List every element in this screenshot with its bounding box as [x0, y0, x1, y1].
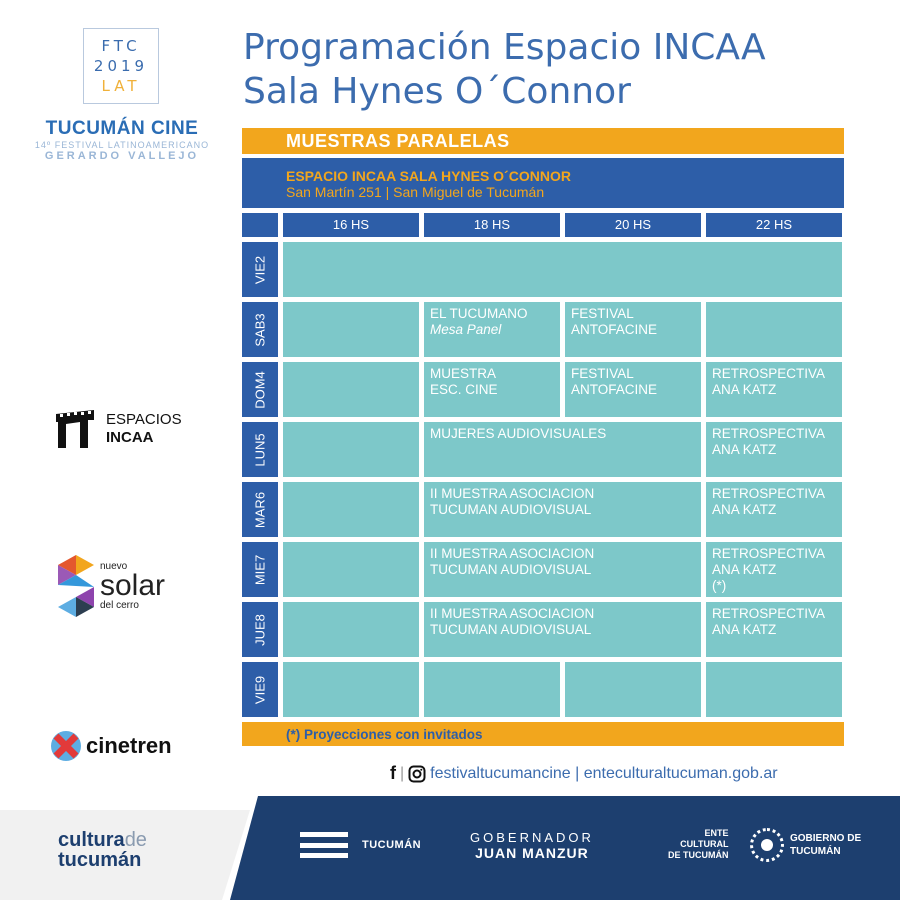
schedule-cell [424, 662, 560, 717]
social-links: f | festivaltucumancine | enteculturaltucuman.gob.ar [390, 763, 778, 783]
festival-honoree: GERARDO VALLEJO [44, 150, 200, 162]
time-header: 22 HS [706, 213, 842, 237]
event-title: RETROSPECTIVA [712, 486, 826, 501]
event-title: II MUESTRA ASOCIACION [430, 606, 595, 621]
solar-nuevo: nuevo [100, 561, 128, 572]
day-label-text: VIE9 [252, 675, 268, 704]
day-label-text: LUN5 [252, 432, 268, 467]
cinetren-label: cinetren [86, 733, 172, 758]
event-title: ANA KATZ [712, 622, 777, 637]
day-label [242, 422, 278, 477]
time-header: 16 HS [283, 213, 419, 237]
event-title: RETROSPECTIVA [712, 546, 826, 561]
schedule-cell [283, 362, 419, 417]
schedule-cell [283, 242, 842, 297]
event-title: FESTIVAL [571, 366, 634, 381]
schedule-cell [565, 302, 701, 357]
venue-address: San Martín 251 | San Miguel de Tucumán [286, 184, 545, 200]
cultura-tucuman-logo [58, 830, 147, 870]
day-label [242, 242, 278, 297]
solar-s-icon [58, 555, 94, 617]
ente-line3: DE TUCUMÁN [668, 850, 729, 860]
social-text[interactable]: festivaltucumancine | enteculturaltucuman.gob.ar [430, 764, 778, 782]
schedule-cell [283, 602, 419, 657]
schedule-cell [424, 482, 701, 537]
day-label-text: MIE7 [252, 554, 268, 585]
ftc-logo-line2: 2019 [93, 57, 149, 75]
schedule-cell [706, 482, 842, 537]
schedule-cell [424, 542, 701, 597]
schedule-cell [706, 422, 842, 477]
day-label [242, 602, 278, 657]
gobernador-name: JUAN MANZUR [475, 845, 589, 861]
event-title: ANA KATZ [712, 382, 777, 397]
schedule-cell [706, 362, 842, 417]
event-title: TUCUMAN AUDIOVISUAL [430, 622, 592, 637]
espacios-label: ESPACIOS [106, 411, 182, 428]
corner-cell [242, 213, 278, 237]
day-label-text: MAR6 [252, 491, 268, 528]
schedule-cell [283, 422, 419, 477]
schedule-cell [283, 662, 419, 717]
event-title: FESTIVAL [571, 306, 634, 321]
ftc-logo-line1: FTC [101, 37, 141, 55]
event-title: MUJERES AUDIOVISUALES [430, 426, 607, 441]
event-subtitle: Mesa Panel [430, 322, 502, 337]
day-label-text: SAB3 [252, 312, 268, 347]
day-label-text: VIE2 [252, 255, 268, 284]
event-title: ANA KATZ [712, 562, 777, 577]
event-title: ANA KATZ [712, 442, 777, 457]
event-title: EL TUCUMANO [430, 306, 528, 321]
solar-name: solar [100, 569, 166, 602]
incaa-label: INCAA [106, 429, 154, 446]
schedule-cell [424, 422, 701, 477]
cinetren-logo [50, 730, 172, 762]
day-label [242, 482, 278, 537]
footnote: (*) Proyecciones con invitados [242, 722, 844, 746]
gobierno-line1: GOBIERNO DE [790, 833, 862, 844]
event-title: ANTOFACINE [571, 382, 658, 397]
festival-logo [22, 118, 222, 162]
solar-cerro: del cerro [100, 600, 139, 611]
ente-line2: CULTURAL [680, 839, 729, 849]
day-label-text: DOM4 [252, 370, 268, 409]
venue-header [242, 158, 844, 208]
event-note: (*) [712, 578, 727, 593]
event-title: II MUESTRA ASOCIACION [430, 486, 595, 501]
event-title: TUCUMAN AUDIOVISUAL [430, 562, 592, 577]
nuevo-solar-logo [58, 555, 165, 617]
day-label [242, 362, 278, 417]
schedule-cell [283, 302, 419, 357]
schedule-table [242, 128, 844, 746]
schedule-cell [565, 362, 701, 417]
gobernador-label: GOBERNADOR [470, 830, 594, 845]
sun-emblem-icon [750, 828, 784, 862]
gobernador-logo [470, 830, 594, 861]
festival-subtitle: 14º FESTIVAL LATINOAMERICANO [34, 140, 210, 150]
instagram-icon[interactable] [408, 765, 426, 783]
ente-line1: ENTE [704, 828, 729, 838]
event-title: RETROSPECTIVA [712, 366, 826, 381]
event-title: II MUESTRA ASOCIACION [430, 546, 595, 561]
film-strip-icon [52, 408, 98, 450]
gobierno-logo [750, 828, 861, 862]
cultura-de: de [124, 829, 147, 851]
day-label [242, 302, 278, 357]
page-title [243, 26, 766, 114]
title-line2: Sala Hynes O´Connor [243, 71, 631, 112]
schedule-cell [565, 662, 701, 717]
section-header: MUESTRAS PARALELAS [242, 128, 844, 154]
day-label [242, 662, 278, 717]
time-header: 18 HS [424, 213, 560, 237]
flag-stripes-icon [300, 832, 348, 858]
facebook-icon[interactable]: f [390, 763, 396, 783]
tucuman-logo [300, 832, 421, 858]
schedule-cell [424, 362, 560, 417]
day-label-text: JUE8 [252, 613, 268, 646]
event-title: ANTOFACINE [571, 322, 658, 337]
cultura-label: cultura [58, 829, 125, 851]
cinetren-x-icon [50, 730, 82, 762]
cultura-tucuman: tucumán [58, 849, 142, 871]
schedule-cell [706, 302, 842, 357]
venue-name: ESPACIO INCAA SALA HYNES O´CONNOR [286, 168, 571, 184]
event-title: RETROSPECTIVA [712, 606, 826, 621]
tucuman-logo-label: TUCUMÁN [362, 839, 422, 851]
schedule-cell [424, 602, 701, 657]
title-line1: Programación Espacio INCAA [243, 27, 766, 68]
festival-name: TUCUMÁN CINE [45, 118, 199, 139]
schedule-grid [242, 213, 844, 717]
schedule-cell [706, 542, 842, 597]
time-header: 20 HS [565, 213, 701, 237]
schedule-cell [283, 542, 419, 597]
schedule-cell [706, 602, 842, 657]
event-title: MUESTRA [430, 366, 497, 381]
ftc-logo [83, 28, 159, 104]
event-title: ANA KATZ [712, 502, 777, 517]
event-title: TUCUMAN AUDIOVISUAL [430, 502, 592, 517]
schedule-cell [283, 482, 419, 537]
schedule-cell [424, 302, 560, 357]
day-label [242, 542, 278, 597]
schedule-cell [706, 662, 842, 717]
espacios-incaa-logo [52, 408, 182, 450]
ente-cultural-logo [668, 828, 729, 861]
event-title: ESC. CINE [430, 382, 498, 397]
gobierno-line2: TUCUMÁN [790, 846, 841, 857]
event-title: RETROSPECTIVA [712, 426, 826, 441]
ftc-logo-line3: LAT [101, 77, 141, 95]
